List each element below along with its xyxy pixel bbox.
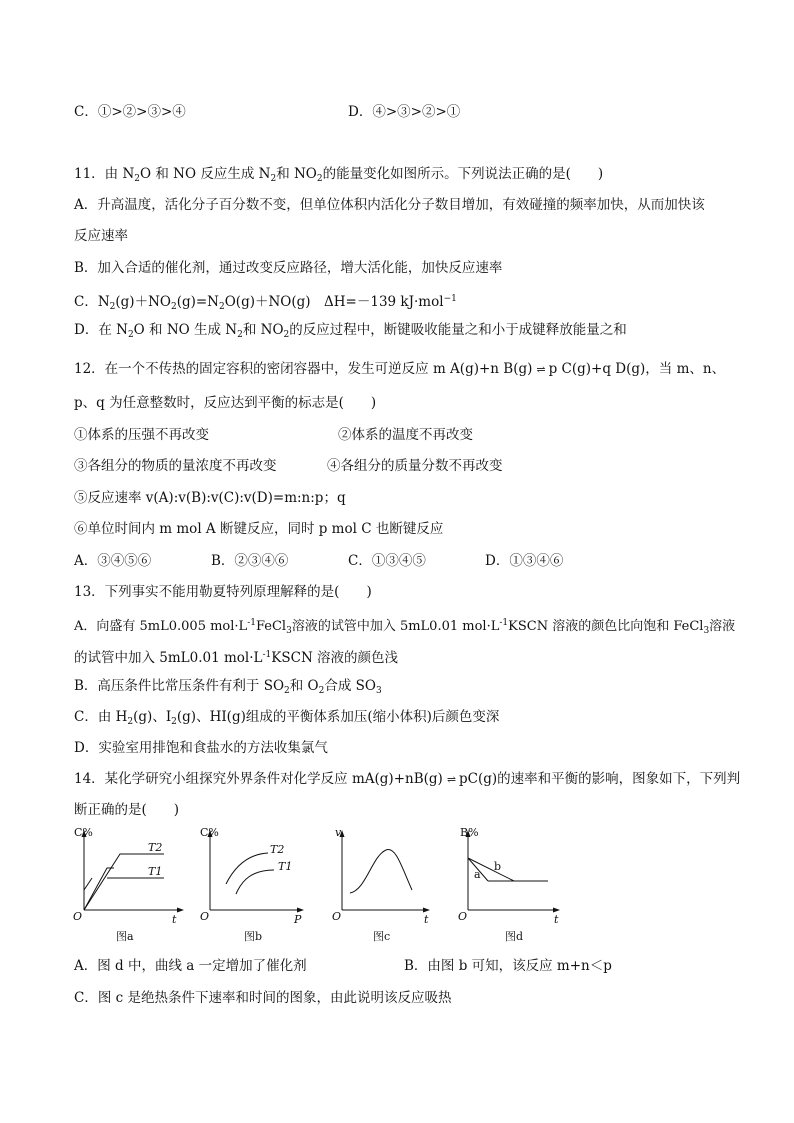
q10-option-d: D．④>③>②>① — [348, 104, 461, 120]
fig-a-t1-label: T1 — [148, 865, 163, 878]
figure-c — [332, 828, 442, 927]
q12-item-2: ②体系的温度不再改变 — [338, 427, 473, 443]
q12-item-6: ⑥单位时间内 m mol A 断键反应，同时 p mol C 也断键反应 — [74, 521, 444, 537]
q14-stem-line1: 14．某化学研究小组探究外界条件对化学反应 mA(g)+nB(g) ⇌ pC(g)的速率和平衡的影响，图象如下，下列判 — [74, 771, 741, 787]
fig-b-t1-label: T1 — [278, 860, 293, 873]
fig-b-ylabel: C% — [200, 826, 219, 839]
fig-d-label-a: a — [474, 868, 481, 881]
fig-a-caption: 图a — [116, 930, 134, 943]
fig-a-xlabel: t — [172, 913, 177, 926]
fig-b-xlabel: P — [294, 913, 302, 926]
fig-c-xlabel: t — [424, 913, 429, 926]
q13-stem: 13．下列事实不能用勒夏特列原理解释的是( ) — [74, 584, 372, 600]
fig-d-origin: O — [458, 910, 468, 923]
q13-option-b: B．高压条件比常压条件有利于 $SO_2$和 $O_2$合成 $SO_3$ — [74, 678, 382, 696]
fig-d-label-b: b — [494, 860, 502, 873]
q13-option-a-line1: A．向盛有 5mL0.005 $mol\cdot L^{-1}FeCl_3$溶液的试管中加入 5mL0.01 $mol\cdot L^{-1}KSCN$ 溶液的颜色比向饱和 FeCl$_3$溶液 — [74, 618, 736, 636]
fig-d-xlabel: t — [554, 913, 559, 926]
fig-b-t2-label: T2 — [270, 843, 285, 856]
q12-option-b: B．②③④⑥ — [211, 553, 289, 569]
q11-option-d: D．在 $N_2O$ 和 NO 生成 $N_2$和 $NO_2$的反应过程中，断键吸收能量之和小于成键释放能量之和 — [74, 322, 627, 340]
fig-c-ylabel: v — [335, 826, 342, 839]
q12-item-3: ③各组分的物质的量浓度不再改变 — [74, 458, 277, 474]
q13-option-d: D．实验室用排饱和食盐水的方法收集氯气 — [74, 740, 328, 756]
q12-item-5: ⑤反应速率 v(A):v(B):v(C):v(D)=m:n:p；q — [74, 490, 346, 506]
q12-item-4: ④各组分的质量分数不再改变 — [327, 458, 503, 474]
q12-stem-line1: 12．在一个不传热的固定容积的密闭容器中，发生可逆反应 m A(g)+n B(g) ⇌ p C(g)+q D(g)，当 m、n、 — [74, 361, 726, 377]
q14-option-c: C．图 c 是绝热条件下速率和时间的图象，由此说明该反应吸热 — [74, 990, 452, 1006]
fig-c-caption: 图c — [373, 930, 391, 943]
q14-stem-line2: 断正确的是( ) — [74, 802, 180, 818]
figure-a — [72, 828, 192, 927]
q12-item-1: ①体系的压强不再改变 — [74, 427, 209, 443]
q11-stem: 11．由 $N_2O$ 和 NO 反应生成 $N_2$和 $NO_2$的能量变化如图所示。下列说法正确的是( ) — [74, 166, 604, 184]
q10-option-c: C．①>②>③>④ — [74, 104, 186, 120]
q11-option-b: B．加入合适的催化剂，通过改变反应路径，增大活化能，加快反应速率 — [74, 260, 503, 276]
q14-option-a: A．图 d 中，曲线 a 一定增加了催化剂 — [74, 958, 307, 974]
fig-d-caption: 图d — [505, 930, 524, 943]
fig-a-ylabel: C% — [74, 826, 93, 839]
fig-a-origin: O — [73, 910, 83, 923]
q13-option-a-line2: 的试管中加入 5mL0.01 $mol\cdot L^{-1}KSCN$ 溶液的颜色浅 — [74, 650, 399, 666]
fig-b-origin: O — [200, 910, 210, 923]
q11-option-a-line1: A．升高温度，活化分子百分数不变，但单位体积内活化分子数目增加，有效碰撞的频率加快，从而加快该 — [74, 197, 705, 213]
q11-option-c: C．$N_2(g)+NO_2(g)=N_2O(g)+NO(g)$ ΔH=－139 kJ·mol$^{-1}$ — [74, 294, 457, 312]
equilibrium-arrow-icon: ⇌ — [446, 773, 456, 786]
fig-d-ylabel: B% — [460, 826, 479, 839]
q12-stem-line2: p、q 为任意整数时，反应达到平衡的标志是( ) — [74, 395, 377, 411]
equilibrium-arrow-icon: ⇌ — [536, 363, 545, 376]
fig-a-t2-label: T2 — [148, 841, 163, 854]
q12-option-c: C．①③④⑤ — [348, 553, 426, 569]
q12-option-d: D．①③④⑥ — [485, 553, 564, 569]
q11-option-a-line2: 反应速率 — [74, 228, 128, 244]
q13-option-c: C．由 $H_2(g)$、$I_2(g)$、HI(g)组成的平衡体系加压(缩小体积)后颜色变深 — [74, 709, 500, 727]
figure-b — [200, 828, 320, 927]
q12-option-a: A．③④⑤⑥ — [74, 553, 152, 569]
figure-d — [458, 828, 578, 927]
fig-c-origin: O — [332, 910, 342, 923]
fig-b-caption: 图b — [244, 930, 263, 943]
q14-option-b: B．由图 b 可知，该反应 m+n＜p — [404, 958, 612, 974]
